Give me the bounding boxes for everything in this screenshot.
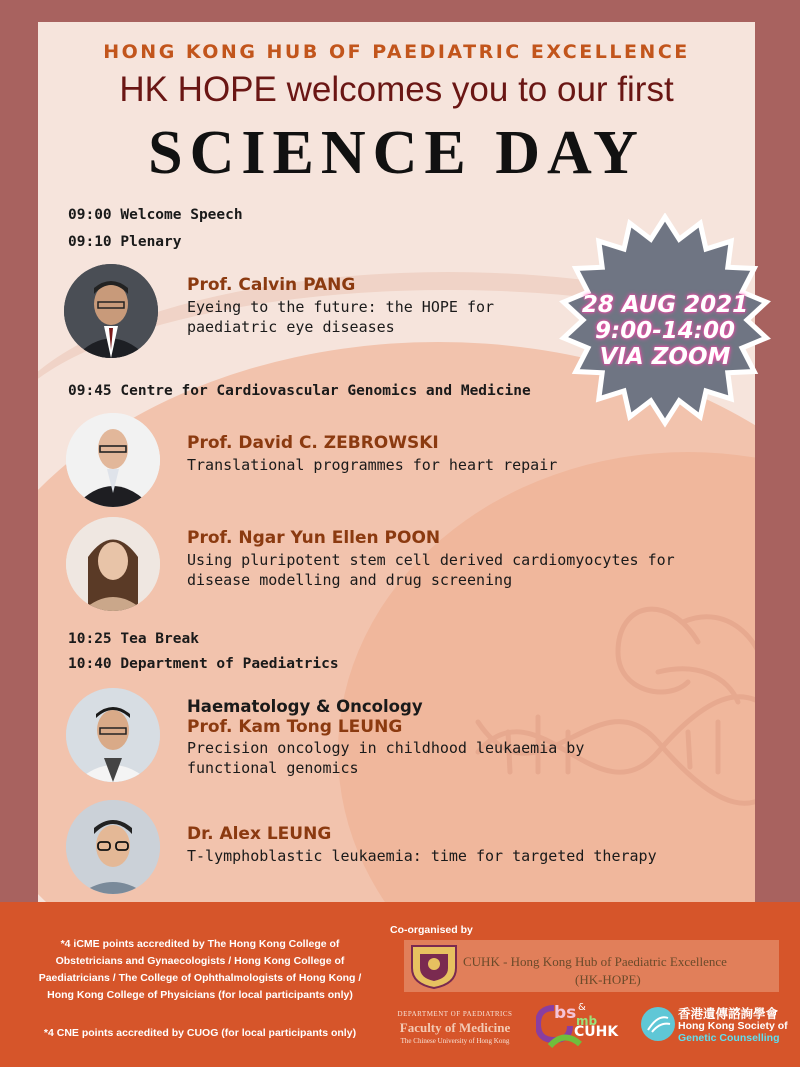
speaker-topic-poon-2: disease modelling and drug screening <box>187 571 513 589</box>
speaker-topic-pang-2: paediatric eye diseases <box>187 318 395 336</box>
icme-line-4: Hong Kong College of Physicians (for local participants only) <box>47 989 353 1001</box>
speaker-name-poon: Prof. Ngar Yun Ellen POON <box>187 528 441 548</box>
hksgc-name-en-1: Hong Kong Society of <box>678 1020 788 1032</box>
icme-note <box>20 936 380 1004</box>
speaker-topic-zebrowski: Translational programmes for heart repair <box>187 456 558 474</box>
dept-line-3: The Chinese University of Hong Kong <box>400 1037 510 1045</box>
speaker-topic-kt-leung-2: functional genomics <box>187 759 359 777</box>
badge-date: 28 AUG 2021 <box>581 292 749 318</box>
hksgc-name-en-2: Genetic Counselling <box>678 1032 780 1044</box>
speaker-photo-alex-leung <box>66 800 160 894</box>
cuhk-crest-icon <box>408 942 460 990</box>
speaker-photo-kt-leung <box>66 688 160 782</box>
schedule-welcome: 09:00 Welcome Speech <box>68 207 243 223</box>
speaker-photo-pang <box>64 264 158 358</box>
event-title: SCIENCE DAY <box>148 119 645 187</box>
hksgc-name-zh: 香港遺傳諮詢學會 <box>678 1006 779 1021</box>
bsmb-cuhk: CUHK <box>574 1024 619 1040</box>
dept-line-2: Faculty of Medicine <box>399 1020 511 1035</box>
cuhk-hope-name: CUHK - Hong Kong Hub of Paediatric Excellence <box>463 954 727 969</box>
dept-line-1: DEPARTMENT OF PAEDIATRICS <box>397 1010 513 1018</box>
icme-line-2: Obstetricians and Gynaecologists / Hong Kong College of <box>55 955 345 967</box>
cne-note: *4 CNE points accredited by CUOG (for local participants only) <box>43 1027 357 1039</box>
speaker-name-kt-leung: Prof. Kam Tong LEUNG <box>187 717 403 737</box>
schedule-paeds: 10:40 Department of Paediatrics <box>68 656 339 672</box>
icme-line-1: *4 iCME points accredited by The Hong Kong College of <box>60 938 340 950</box>
speaker-topic-pang-1: Eyeing to the future: the HOPE for <box>187 298 495 316</box>
speaker-name-zebrowski: Prof. David C. ZEBROWSKI <box>187 433 439 453</box>
schedule-cardio: 09:45 Centre for Cardiovascular Genomics and Medicine <box>68 383 531 399</box>
cuhk-hope-abbr: (HK-HOPE) <box>575 972 641 987</box>
badge-venue: VIA ZOOM <box>599 344 731 370</box>
hub-title: HONG KONG HUB OF PAEDIATRIC EXCELLENCE <box>103 41 690 63</box>
bsmb-mb: mb <box>576 1014 598 1028</box>
speaker-division-kt-leung: Haematology & Oncology <box>187 697 423 716</box>
speaker-topic-poon-1: Using pluripotent stem cell derived cardiomyocytes for <box>187 551 675 569</box>
schedule-tea: 10:25 Tea Break <box>68 631 199 647</box>
dna-baby-illustration <box>468 582 755 842</box>
speaker-topic-kt-leung-1: Precision oncology in childhood leukaemia by <box>187 739 585 757</box>
co-organised-label: Co-organised by <box>390 924 473 936</box>
speaker-name-pang: Prof. Calvin PANG <box>187 275 356 295</box>
speaker-photo-zebrowski <box>66 413 160 507</box>
bsmb-bs: bs <box>554 1003 577 1023</box>
speaker-name-alex-leung: Dr. Alex LEUNG <box>187 824 332 844</box>
badge-time: 9:00-14:00 <box>595 318 735 344</box>
bsmb-amp: & <box>578 1002 586 1013</box>
hksgc-logo-icon <box>640 1006 676 1042</box>
schedule-plenary: 09:10 Plenary <box>68 234 182 250</box>
speaker-photo-poon <box>66 517 160 611</box>
icme-line-3: Paediatricians / The College of Ophthalmologists of Hong Kong / <box>38 972 362 984</box>
speaker-topic-alex-leung: T-lymphoblastic leukaemia: time for targeted therapy <box>187 847 657 865</box>
welcome-line: HK HOPE welcomes you to our first <box>119 70 674 109</box>
dept-paeds-logo <box>380 1010 530 1045</box>
